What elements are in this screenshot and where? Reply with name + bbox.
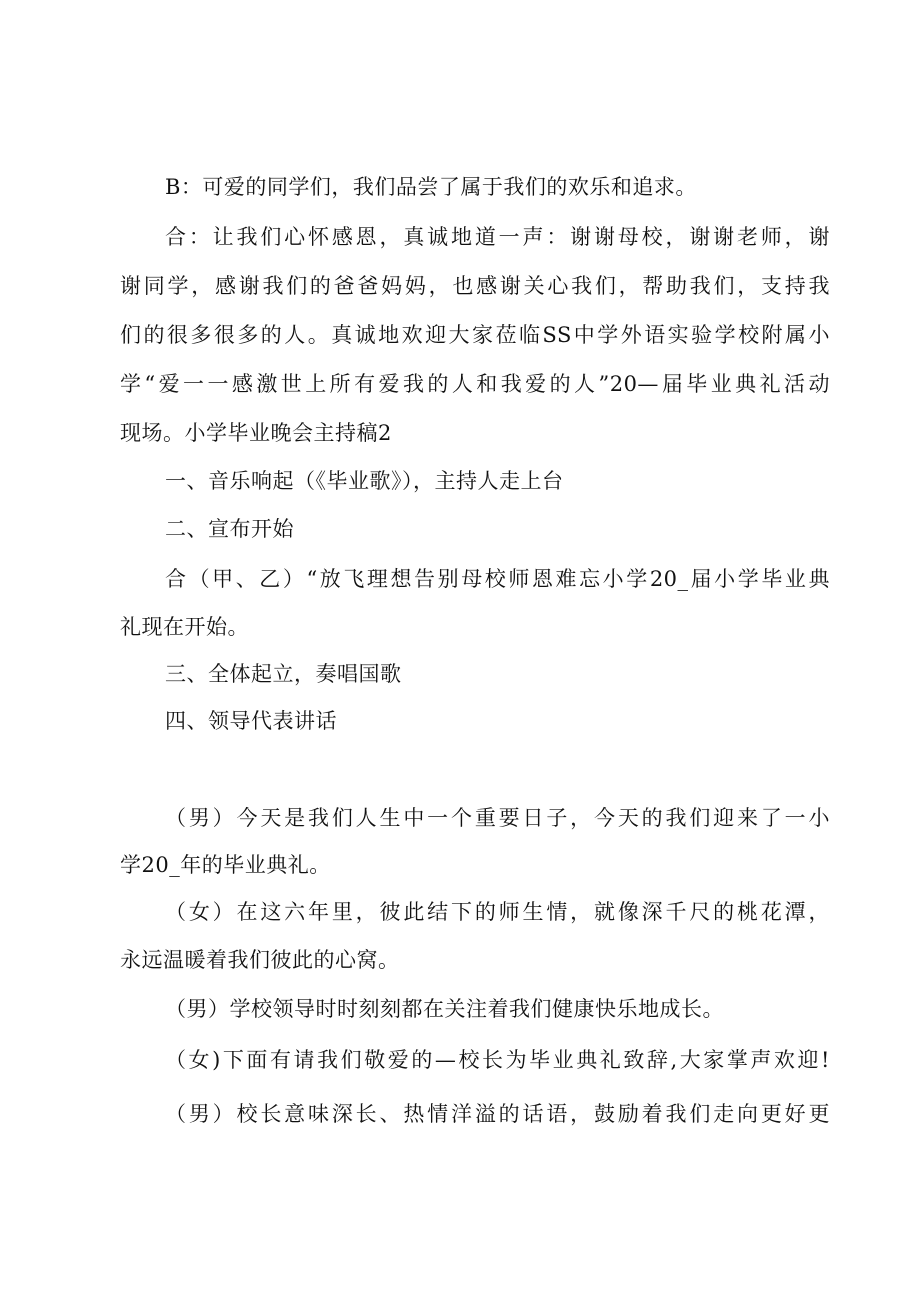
text-line: （女）在这六年里，彼此结下的师生情，就像深千尺的桃花潭， bbox=[165, 900, 830, 924]
text-line: 合（甲、乙）“放飞理想告别母校师恩难忘小学20_届小学毕业典 bbox=[165, 567, 830, 591]
text-line: 三、全体起立，奏唱国歌 bbox=[165, 662, 402, 686]
text-line: 二、宣布开始 bbox=[165, 517, 294, 541]
text-line: （女)下面有请我们敬爱的—校长为毕业典礼致辞,大家掌声欢迎! bbox=[165, 1048, 830, 1072]
text-line: （男）学校领导时时刻刻都在关注着我们健康快乐地成长。 bbox=[165, 997, 724, 1021]
text-line: （男）今天是我们人生中一个重要日子，今天的我们迎来了一小 bbox=[165, 806, 830, 830]
text-line: 四、领导代表讲话 bbox=[165, 709, 337, 733]
text-line: 永远温暖着我们彼此的心窝。 bbox=[120, 948, 400, 972]
text-line: 学“爱一一感激世上所有爱我的人和我爱的人”20—届毕业典礼活动 bbox=[120, 372, 830, 396]
text-line: 学20_年的毕业典礼。 bbox=[120, 853, 331, 877]
text-line: 谢同学，感谢我们的爸爸妈妈，也感谢关心我们，帮助我们，支持我 bbox=[120, 274, 830, 298]
text-line: （男）校长意味深长、热情洋溢的话语，鼓励着我们走向更好更 bbox=[165, 1102, 830, 1126]
text-line: 现场。小学毕业晚会主持稿2 bbox=[120, 421, 392, 445]
text-line: B：可爱的同学们，我们品尝了属于我们的欢乐和追求。 bbox=[165, 175, 697, 199]
text-line: 们的很多很多的人。真诚地欢迎大家莅临SS中学外语实验学校附属小 bbox=[120, 323, 830, 347]
text-line: 一、音乐响起（《毕业歌》），主持人走上台 bbox=[165, 469, 564, 493]
text-line: 礼现在开始。 bbox=[120, 615, 249, 639]
text-line: 合：让我们心怀感恩，真诚地道一声：谢谢母校，谢谢老师，谢 bbox=[165, 225, 830, 249]
